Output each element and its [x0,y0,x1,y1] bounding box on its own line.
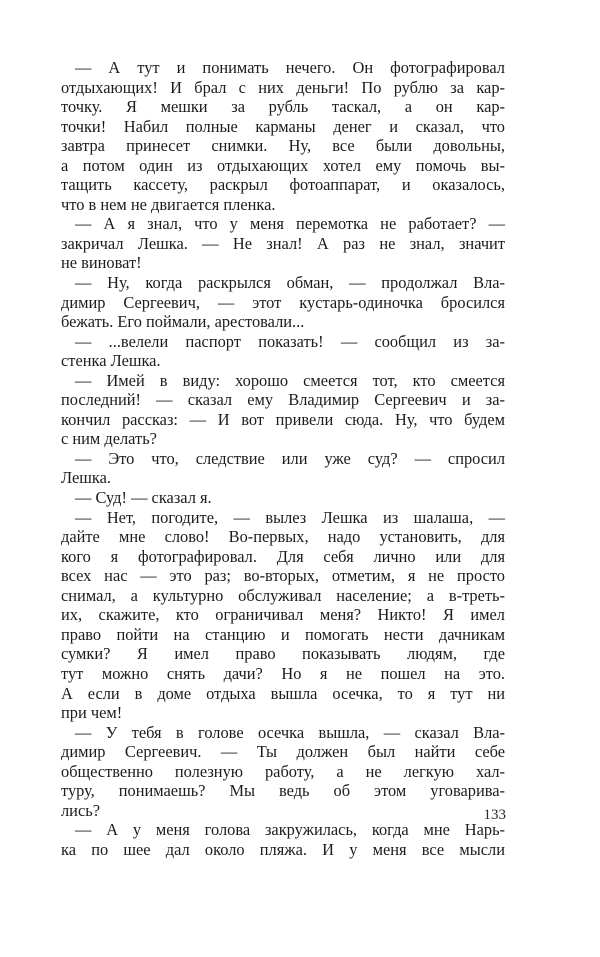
text-line: — У тебя в голове осечка вышла, — сказал Вла- [75,722,505,742]
text-line: тащить кассету, раскрыл фотоаппарат, и оказалось, [61,175,505,195]
text-line: тут можно снять дачи? Но я не пошел на это. [61,663,505,683]
text-line: туру, понимаешь? Мы ведь об этом уговарива- [61,781,505,801]
text-line: — Нет, погодите, — вылез Лешка из шалаша, — [75,507,505,527]
text-line: кого я фотографировал. Для себя лично или для [61,546,505,566]
text-line: при чем! [61,703,123,723]
text-line: — ...велели паспорт показать! — сообщил из за- [75,331,505,351]
text-line: — Суд! — сказал я. [75,488,212,508]
text-line: лись? [61,800,100,820]
text-line: с ним делать? [61,429,157,449]
text-line: всех нас — это раз; во-вторых, отметим, я не просто [61,566,505,586]
text-line: право пойти на станцию и помогать нести дачникам [61,624,505,644]
text-line: закричал Лешка. — Не знал! А раз не знал, значит [61,233,505,253]
text-line: бежать. Его поймали, арестовали... [61,312,305,332]
text-line: — А тут и понимать нечего. Он фотографировал [75,58,505,77]
text-line: завтра принесет снимки. Ну, все были довольны, [61,136,505,156]
text-line: А если в доме отдыха вышла осечка, то я тут ни [61,683,505,703]
page-number: 133 [483,807,506,823]
text-line: а потом один из отдыхающих хотел ему помочь вы- [61,155,505,175]
text-line: общественно полезную работу, а не легкую хал- [61,761,505,781]
text-line: отдыхающих! И брал с них деньги! По рублю за кар- [61,77,505,97]
text-line: ка по шее дал около пляжа. И у меня все мысли [61,839,505,859]
text-line: димир Сергеевич, — этот кустарь-одиночка бросился [61,292,505,312]
text-line: Лешка. [61,468,111,488]
text-line: что в нем не двигается пленка. [61,194,276,214]
text-line: — А я знал, что у меня перемотка не работает? — [75,214,505,234]
text-line: димир Сергеевич. — Ты должен был найти себе [61,742,505,762]
body-text [61,58,505,859]
text-line: не виноват! [61,253,142,273]
text-line: точку. Я мешки за рубль таскал, а он кар- [61,97,505,117]
text-line: — А у меня голова закружилась, когда мне Нарь- [75,820,505,840]
text-line: дайте мне слово! Во-первых, надо установить, для [61,527,505,547]
text-line: — Имей в виду: хорошо смеется тот, кто смеется [75,370,505,390]
text-line: стенка Лешка. [61,351,161,371]
text-line: их, скажите, кто ограничивал меня? Никто! Я имел [61,605,505,625]
text-line: снимал, а культурно обслуживал население; а в-треть- [61,585,505,605]
text-line: сумки? Я имел право показывать людям, где [61,644,505,664]
text-line: — Это что, следствие или уже суд? — спросил [75,448,505,468]
text-line: последний! — сказал ему Владимир Сергеевич и за- [61,390,505,410]
text-line: кончил рассказ: — И вот привели сюда. Ну, что будем [61,409,505,429]
text-line: — Ну, когда раскрылся обман, — продолжал Вла- [75,273,505,293]
text-line: точки! Набил полные карманы денег и сказал, что [61,116,505,136]
